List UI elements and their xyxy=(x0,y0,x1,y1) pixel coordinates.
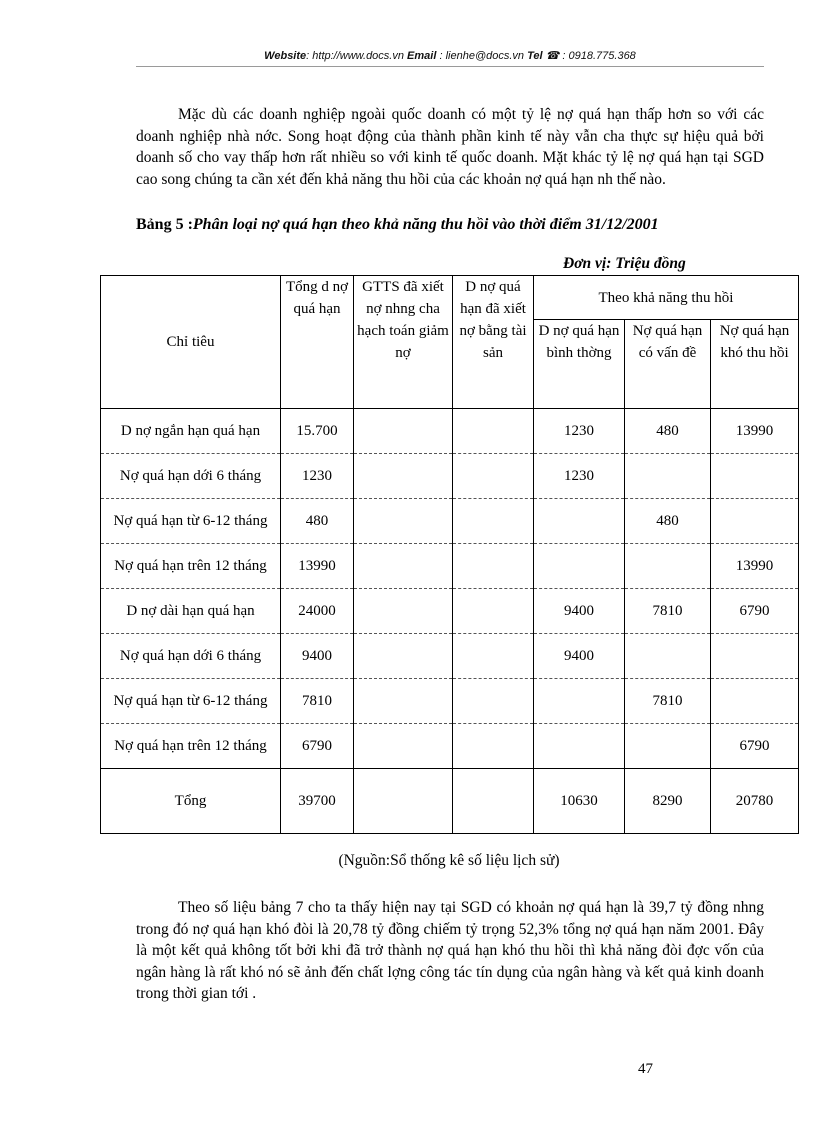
cell-xiet xyxy=(453,679,534,724)
row-label: Nợ quá hạn trên 12 tháng xyxy=(101,724,281,769)
header-divider xyxy=(136,66,764,67)
total-label: Tổng xyxy=(101,769,281,834)
cell-gtts xyxy=(354,544,453,589)
cell-gtts xyxy=(354,409,453,454)
header-co-van-de: Nợ quá hạn có vấn đề xyxy=(625,320,711,409)
tel-value: ☎ : 0918.775.368 xyxy=(545,50,636,62)
cell-total: 6790 xyxy=(281,724,354,769)
cell-gtts xyxy=(354,679,453,724)
cell-xiet xyxy=(453,544,534,589)
cell-kho-thu-hoi xyxy=(711,634,799,679)
cell-binh-thuong xyxy=(534,499,625,544)
cell-co-van-de: 7810 xyxy=(625,589,711,634)
row-label: D nợ ngắn hạn quá hạn xyxy=(101,409,281,454)
row-label: D nợ dài hạn quá hạn xyxy=(101,589,281,634)
email-label: Email xyxy=(407,50,437,62)
row-label: Nợ quá hạn dới 6 tháng xyxy=(101,634,281,679)
row-label: Nợ quá hạn từ 6-12 tháng xyxy=(101,499,281,544)
cell-co-van-de: 7810 xyxy=(625,679,711,724)
table-row xyxy=(101,499,799,544)
cell-kho-thu-hoi xyxy=(711,454,799,499)
cell-binh-thuong: 1230 xyxy=(534,409,625,454)
cell-binh-thuong: 9400 xyxy=(534,634,625,679)
table-title xyxy=(136,216,776,234)
table-row xyxy=(101,409,799,454)
row-label: Nợ quá hạn trên 12 tháng xyxy=(101,544,281,589)
cell-gtts xyxy=(354,589,453,634)
email-value: : lienhe@docs.vn xyxy=(439,50,525,62)
cell-co-van-de xyxy=(625,724,711,769)
cell-gtts xyxy=(354,724,453,769)
row-label: Nợ quá hạn dới 6 tháng xyxy=(101,454,281,499)
total-cell-xiet xyxy=(453,769,534,834)
website-label: Website xyxy=(264,50,307,62)
cell-kho-thu-hoi: 13990 xyxy=(711,544,799,589)
cell-xiet xyxy=(453,499,534,544)
cell-total: 15.700 xyxy=(281,409,354,454)
cell-binh-thuong: 9400 xyxy=(534,589,625,634)
cell-binh-thuong xyxy=(534,544,625,589)
table-row xyxy=(101,724,799,769)
table-row xyxy=(101,454,799,499)
cell-kho-thu-hoi: 13990 xyxy=(711,409,799,454)
total-cell-co-van-de: 8290 xyxy=(625,769,711,834)
header-kho-thu-hoi: Nợ quá hạn khó thu hồi xyxy=(711,320,799,409)
cell-kho-thu-hoi xyxy=(711,499,799,544)
cell-gtts xyxy=(354,499,453,544)
cell-total: 24000 xyxy=(281,589,354,634)
source-note: (Nguồn:Sổ thống kê số liệu lịch sử) xyxy=(338,852,560,869)
total-cell-total: 39700 xyxy=(281,769,354,834)
total-cell-gtts xyxy=(354,769,453,834)
cell-co-van-de: 480 xyxy=(625,409,711,454)
header-gtts: GTTS đã xiết nợ nhng cha hạch toán giảm nợ xyxy=(354,276,453,409)
table-row xyxy=(101,544,799,589)
table-row xyxy=(101,589,799,634)
cell-binh-thuong: 1230 xyxy=(534,454,625,499)
cell-xiet xyxy=(453,589,534,634)
cell-co-van-de xyxy=(625,634,711,679)
body-paragraph-2: Theo số liệu bảng 7 cho ta thấy hiện nay tại SGD có khoản nợ quá hạn là 39,7 tỷ đồng nhng trong đó nợ quá hạn khó đòi là 20,78 tỷ đồng chiếm tỷ trọng 52,3% tổng nợ quá hạn năm 2001. Đây là một kết quả không tốt bởi khi đã trở thành nợ quá hạn khó thu hồi thì khả năng đòi đợc vốn của ngân hàng là rất khó nó sẽ ảnh đến chất lợng công tác tín dụng của ngân hàng và kết quả kinh doanh trong thời gian tới . xyxy=(136,899,764,1002)
header-du-no-xiet: D nợ quá hạn đã xiết nợ bằng tài sản xyxy=(453,276,534,409)
cell-xiet xyxy=(453,724,534,769)
page-header xyxy=(136,49,764,62)
website-value: : http://www.docs.vn xyxy=(306,50,404,62)
cell-kho-thu-hoi: 6790 xyxy=(711,589,799,634)
table-title-prefix: Bảng 5 : xyxy=(136,216,193,233)
header-tong-du-no: Tổng d nợ quá hạn xyxy=(281,276,354,409)
cell-xiet xyxy=(453,454,534,499)
body-paragraph-1: Mặc dù các doanh nghiệp ngoài quốc doanh có một tỷ lệ nợ quá hạn thấp hơn so với các doanh nghiệp nhà nớc. Song hoạt động của thành phần kinh tế này vẫn cha thực sự hiệu quả bởi doanh số cho vay thấp hơn rất nhiều so với kinh tế quốc doanh. Mặt khác tỷ lệ nợ quá hạn tại SGD cao song chúng ta cần xét đến khả năng thu hồi của các khoản nợ quá hạn nh thế nào. xyxy=(136,106,764,188)
total-cell-binh-thuong: 10630 xyxy=(534,769,625,834)
cell-kho-thu-hoi: 6790 xyxy=(711,724,799,769)
total-row xyxy=(101,769,799,834)
table-row xyxy=(101,679,799,724)
cell-kho-thu-hoi xyxy=(711,679,799,724)
row-label: Nợ quá hạn từ 6-12 tháng xyxy=(101,679,281,724)
header-binh-thuong: D nợ quá hạn bình thờng xyxy=(534,320,625,409)
cell-total: 13990 xyxy=(281,544,354,589)
header-theo-kha-nang: Theo khả năng thu hồi xyxy=(534,276,799,320)
cell-binh-thuong xyxy=(534,724,625,769)
cell-total: 9400 xyxy=(281,634,354,679)
cell-co-van-de xyxy=(625,544,711,589)
total-cell-kho-thu-hoi: 20780 xyxy=(711,769,799,834)
unit-label: Đơn vị: Triệu đồng xyxy=(563,255,686,272)
cell-xiet xyxy=(453,409,534,454)
cell-gtts xyxy=(354,634,453,679)
table-row xyxy=(101,634,799,679)
cell-total: 1230 xyxy=(281,454,354,499)
cell-total: 7810 xyxy=(281,679,354,724)
cell-co-van-de: 480 xyxy=(625,499,711,544)
cell-total: 480 xyxy=(281,499,354,544)
overdue-debt-table xyxy=(100,275,799,834)
table-title-text: Phân loại nợ quá hạn theo khả năng thu hồi vào thời điểm 31/12/2001 xyxy=(192,216,659,233)
cell-xiet xyxy=(453,634,534,679)
cell-binh-thuong xyxy=(534,679,625,724)
page-number: 47 xyxy=(638,1061,653,1077)
header-chi-tieu: Chỉ tiêu xyxy=(101,276,281,409)
tel-label: Tel xyxy=(527,50,543,62)
cell-co-van-de xyxy=(625,454,711,499)
cell-gtts xyxy=(354,454,453,499)
